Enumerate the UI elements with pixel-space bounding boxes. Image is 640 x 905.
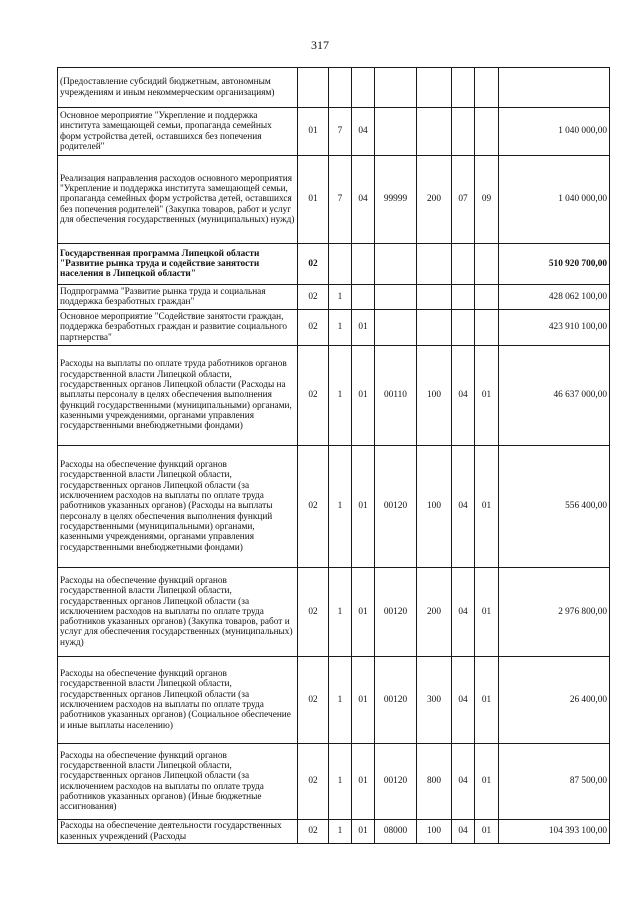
program-code-cell: 02 xyxy=(298,657,329,744)
subprogram-code-cell: 1 xyxy=(329,820,352,844)
program-code-cell: 02 xyxy=(298,446,329,568)
table-row xyxy=(58,108,610,156)
expense-type-cell: 800 xyxy=(417,744,452,820)
budget-table xyxy=(57,67,610,844)
event-code-cell xyxy=(352,244,375,285)
expense-type-cell xyxy=(417,68,452,108)
subprogram-code-cell xyxy=(329,244,352,285)
expense-type-cell xyxy=(417,244,452,285)
row-name-cell: Расходы на обеспечение деятельности государственных казенных учреждений (Расходы xyxy=(58,820,298,844)
program-code-cell: 02 xyxy=(298,244,329,285)
program-code-cell: 02 xyxy=(298,346,329,446)
section-cell: 04 xyxy=(452,568,475,657)
expense-type-cell: 100 xyxy=(417,820,452,844)
row-name-cell: Подпрограмма "Развитие рынка труда и социальная поддержка безработных граждан" xyxy=(58,285,298,310)
section-cell xyxy=(452,244,475,285)
event-code-cell: 04 xyxy=(352,108,375,156)
subsection-cell xyxy=(475,68,499,108)
amount-cell: 428 062 100,00 xyxy=(499,285,610,310)
subprogram-code-cell: 7 xyxy=(329,156,352,244)
row-name-cell: Реализация направления расходов основного мероприятия "Укрепление и поддержка института замещающей семьи, пропаганда семейных форм устройства детей, оставшихся без попечения родителей" (Закупка товаров, работ и услуг для обеспечения государственных (муниципальных) нужд) xyxy=(58,156,298,244)
expense-type-cell: 200 xyxy=(417,568,452,657)
row-name-cell: Основное мероприятие "Укрепление и поддержка института замещающей семьи, пропаганда семейных форм устройства детей, оставшихся без попечения родителей" xyxy=(58,108,298,156)
direction-code-cell xyxy=(375,285,417,310)
amount-cell: 423 910 100,00 xyxy=(499,310,610,346)
page-number: 317 xyxy=(311,38,329,52)
direction-code-cell: 99999 xyxy=(375,156,417,244)
subsection-cell xyxy=(475,285,499,310)
direction-code-cell: 00120 xyxy=(375,446,417,568)
amount-cell: 2 976 800,00 xyxy=(499,568,610,657)
subsection-cell: 09 xyxy=(475,156,499,244)
direction-code-cell: 00120 xyxy=(375,657,417,744)
table-row xyxy=(58,310,610,346)
program-code-cell: 02 xyxy=(298,820,329,844)
row-name-cell: Государственная программа Липецкой области "Развитие рынка труда и содействие занятости населения в Липецкой области" xyxy=(58,244,298,285)
direction-code-cell xyxy=(375,244,417,285)
row-name-cell: Расходы на выплаты по оплате труда работников органов государственной власти Липецкой области, государственных органов Липецкой области (Расходы на выплаты персоналу в целях обеспечения выполнения функций государственными (муниципальными) органами, казенными учреждениями, органами управления государственными внебюджетными фондами) xyxy=(58,346,298,446)
table-row xyxy=(58,657,610,744)
table-row xyxy=(58,68,610,108)
subprogram-code-cell xyxy=(329,68,352,108)
event-code-cell: 01 xyxy=(352,568,375,657)
subsection-cell: 01 xyxy=(475,820,499,844)
subsection-cell: 01 xyxy=(475,744,499,820)
section-cell: 04 xyxy=(452,657,475,744)
direction-code-cell xyxy=(375,108,417,156)
event-code-cell xyxy=(352,68,375,108)
section-cell xyxy=(452,108,475,156)
amount-cell xyxy=(499,68,610,108)
program-code-cell: 02 xyxy=(298,568,329,657)
program-code-cell: 02 xyxy=(298,285,329,310)
program-code-cell: 02 xyxy=(298,744,329,820)
direction-code-cell xyxy=(375,310,417,346)
event-code-cell: 01 xyxy=(352,310,375,346)
section-cell xyxy=(452,285,475,310)
program-code-cell: 01 xyxy=(298,108,329,156)
row-name-cell: Основное мероприятие "Содействие занятости граждан, поддержка безработных граждан и развитие социального партнерства" xyxy=(58,310,298,346)
subsection-cell xyxy=(475,310,499,346)
table-row xyxy=(58,446,610,568)
direction-code-cell: 08000 xyxy=(375,820,417,844)
amount-cell: 87 500,00 xyxy=(499,744,610,820)
table-body xyxy=(58,68,610,844)
table-row xyxy=(58,285,610,310)
section-cell: 04 xyxy=(452,744,475,820)
subsection-cell: 01 xyxy=(475,568,499,657)
subprogram-code-cell: 1 xyxy=(329,657,352,744)
row-name-cell: Расходы на обеспечение функций органов государственной власти Липецкой области, государственных органов Липецкой области (за исключением расходов на выплаты по оплате труда работников указанных органов) (Расходы на выплаты персоналу в целях обеспечения выполнения функций государственными (муниципальными) органами, казенными учреждениями, органами управления государственными внебюджетными фондами) xyxy=(58,446,298,568)
row-name-cell: Расходы на обеспечение функций органов государственной власти Липецкой области, государственных органов Липецкой области (за исключением расходов на выплаты по оплате труда работников указанных органов) (Закупка товаров, работ и услуг для обеспечения государственных (муниципальных) нужд) xyxy=(58,568,298,657)
subprogram-code-cell: 1 xyxy=(329,310,352,346)
section-cell: 04 xyxy=(452,820,475,844)
amount-cell: 1 040 000,00 xyxy=(499,108,610,156)
row-name-cell: Расходы на обеспечение функций органов государственной власти Липецкой области, государственных органов Липецкой области (за исключением расходов на выплаты по оплате труда работников указанных органов) (Иные бюджетные ассигнования) xyxy=(58,744,298,820)
event-code-cell: 01 xyxy=(352,446,375,568)
table-row xyxy=(58,346,610,446)
event-code-cell: 01 xyxy=(352,744,375,820)
table-row xyxy=(58,156,610,244)
section-cell: 04 xyxy=(452,346,475,446)
subsection-cell: 01 xyxy=(475,446,499,568)
table-row xyxy=(58,744,610,820)
section-cell xyxy=(452,68,475,108)
direction-code-cell: 00120 xyxy=(375,744,417,820)
section-cell xyxy=(452,310,475,346)
subprogram-code-cell: 1 xyxy=(329,285,352,310)
direction-code-cell: 00120 xyxy=(375,568,417,657)
table-row xyxy=(58,820,610,844)
subprogram-code-cell: 1 xyxy=(329,346,352,446)
expense-type-cell: 200 xyxy=(417,156,452,244)
section-cell: 04 xyxy=(452,446,475,568)
amount-cell: 510 920 700,00 xyxy=(499,244,610,285)
amount-cell: 104 393 100,00 xyxy=(499,820,610,844)
amount-cell: 26 400,00 xyxy=(499,657,610,744)
event-code-cell xyxy=(352,285,375,310)
expense-type-cell: 100 xyxy=(417,446,452,568)
subprogram-code-cell: 7 xyxy=(329,108,352,156)
subprogram-code-cell: 1 xyxy=(329,744,352,820)
subsection-cell xyxy=(475,108,499,156)
amount-cell: 46 637 000,00 xyxy=(499,346,610,446)
event-code-cell: 01 xyxy=(352,820,375,844)
subprogram-code-cell: 1 xyxy=(329,568,352,657)
event-code-cell: 01 xyxy=(352,346,375,446)
program-code-cell: 01 xyxy=(298,156,329,244)
direction-code-cell xyxy=(375,68,417,108)
expense-type-cell xyxy=(417,310,452,346)
expense-type-cell: 300 xyxy=(417,657,452,744)
expense-type-cell xyxy=(417,285,452,310)
section-cell: 07 xyxy=(452,156,475,244)
program-code-cell: 02 xyxy=(298,310,329,346)
table-row xyxy=(58,568,610,657)
subsection-cell xyxy=(475,244,499,285)
event-code-cell: 01 xyxy=(352,657,375,744)
row-name-cell: Расходы на обеспечение функций органов государственной власти Липецкой области, государственных органов Липецкой области (за исключением расходов на выплаты по оплате труда работников указанных органов) (Социальное обеспечение и иные выплаты населению) xyxy=(58,657,298,744)
event-code-cell: 04 xyxy=(352,156,375,244)
amount-cell: 1 040 000,00 xyxy=(499,156,610,244)
expense-type-cell: 100 xyxy=(417,346,452,446)
subprogram-code-cell: 1 xyxy=(329,446,352,568)
table-row xyxy=(58,244,610,285)
program-code-cell xyxy=(298,68,329,108)
subsection-cell: 01 xyxy=(475,346,499,446)
direction-code-cell: 00110 xyxy=(375,346,417,446)
subsection-cell: 01 xyxy=(475,657,499,744)
amount-cell: 556 400,00 xyxy=(499,446,610,568)
row-name-cell: (Предоставление субсидий бюджетным, автономным учреждениям и иным некоммерческим организациям) xyxy=(58,68,298,108)
expense-type-cell xyxy=(417,108,452,156)
